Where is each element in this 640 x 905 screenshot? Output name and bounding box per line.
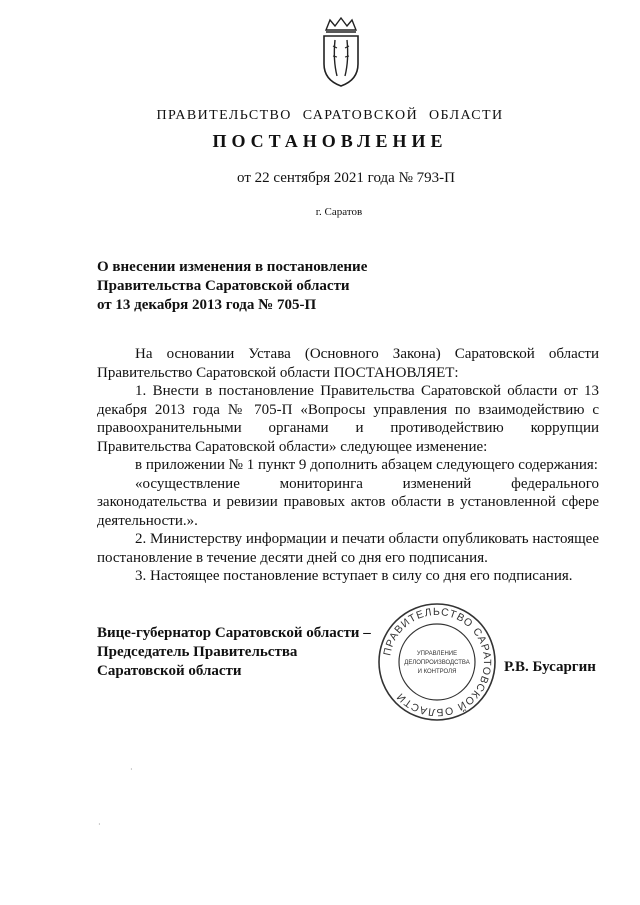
subject-line: Правительства Саратовской области xyxy=(97,278,350,294)
document-subject xyxy=(97,258,427,315)
body-paragraph: 3. Настоящее постановление вступает в силу со дня его подписания. xyxy=(135,568,573,584)
body-paragraph: 2. Министерству информации и печати области опубликовать настоящее постановление в течение десяти дней со дня его подписания. xyxy=(97,531,599,566)
city: г. Саратов xyxy=(315,206,363,218)
scan-dot: · xyxy=(130,765,133,774)
body-paragraph: 1. Внести в постановление Правительства Саратовской области от 13 декабря 2013 года № 705-П «Вопросы управления по взаимодействию с правоохранительными органами и противодействию коррупции Правительства Саратовской области» следующее изменение: xyxy=(97,383,599,455)
date-and-number: от 22 сентября 2021 года № 793-П xyxy=(237,170,455,186)
document-type-title: ПОСТАНОВЛЕНИЕ xyxy=(212,131,448,151)
document-body xyxy=(97,345,599,586)
signatory-position xyxy=(97,624,397,681)
official-stamp xyxy=(376,601,498,723)
stamp-inner-text: ДЕЛОПРОИЗВОДСТВА xyxy=(404,660,470,666)
government-name: ПРАВИТЕЛЬСТВО САРАТОВСКОЙ ОБЛАСТИ xyxy=(156,108,504,123)
signatory-line: Вице-губернатор Саратовской области – xyxy=(97,625,371,641)
body-paragraph: «осуществление мониторинга изменений федерального законодательства и ревизии правовых актов области в установленной сфере деятельности.». xyxy=(97,475,599,529)
subject-line: от 13 декабря 2013 года № 705-П xyxy=(97,297,317,313)
body-paragraph: На основании Устава (Основного Закона) Саратовской области Правительство Саратовской области ПОСТАНОВЛЯЕТ: xyxy=(97,346,599,381)
signatory-name: Р.В. Бусаргин xyxy=(504,659,596,675)
signatory-line: Председатель Правительства xyxy=(97,644,298,660)
subject-line: О внесении изменения в постановление xyxy=(97,259,368,275)
stamp-outer-text: ПРАВИТЕЛЬСТВО САРАТОВСКОЙ ОБЛАСТИ xyxy=(381,605,494,719)
stamp-inner-text: И КОНТРОЛЯ xyxy=(417,669,457,675)
saratov-coat-of-arms-icon xyxy=(318,16,364,88)
body-paragraph: в приложении № 1 пункт 9 дополнить абзацем следующего содержания: xyxy=(135,457,598,473)
scan-dot: · xyxy=(98,820,101,829)
stamp-inner-text: УПРАВЛЕНИЕ xyxy=(416,651,458,657)
signatory-line: Саратовской области xyxy=(97,663,242,679)
